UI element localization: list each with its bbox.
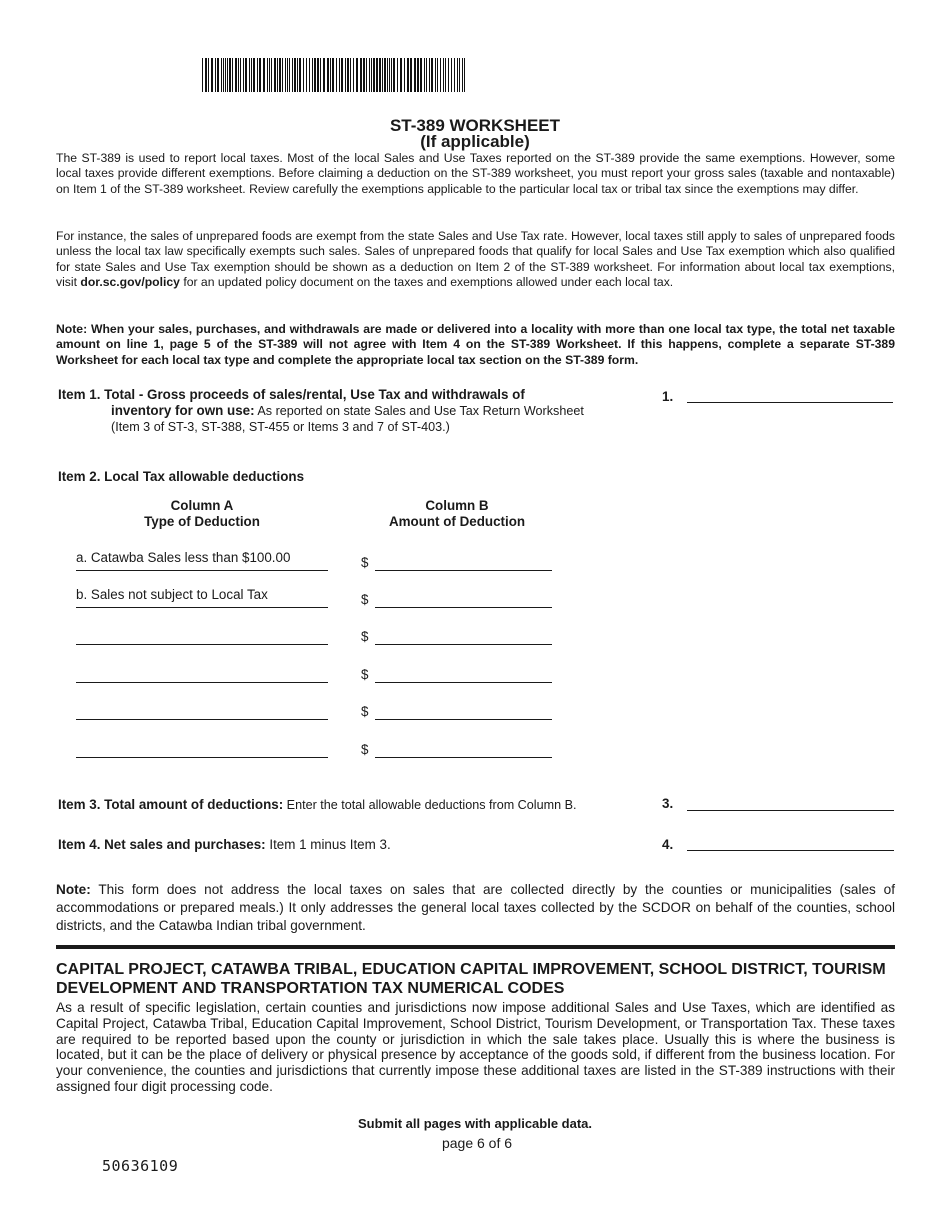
barcode-bar bbox=[387, 58, 388, 92]
item1-label-line2-rest: As reported on state Sales and Use Tax Return Worksheet bbox=[254, 404, 584, 418]
item1-amount-field[interactable] bbox=[687, 402, 893, 403]
barcode-bar bbox=[353, 58, 354, 92]
deduction-type-line-6 bbox=[76, 757, 328, 758]
barcode-bar bbox=[285, 58, 286, 92]
deduction-type-line-1 bbox=[76, 570, 328, 571]
item4-label-bold: Item 4. Net sales and purchases: bbox=[58, 837, 266, 852]
barcode-bar bbox=[448, 58, 449, 92]
barcode-bar bbox=[229, 58, 231, 92]
item1-label-line1: Item 1. Total - Gross proceeds of sales/rental, Use Tax and withdrawals of bbox=[58, 387, 525, 402]
item3-number: 3. bbox=[662, 796, 674, 811]
barcode-bar bbox=[294, 58, 296, 92]
intro-paragraph-2 bbox=[56, 229, 895, 290]
intro-paragraph-2-text-end: for an updated policy document on the taxes and exemptions allowed under each local tax. bbox=[179, 274, 674, 289]
barcode-bar bbox=[347, 58, 349, 92]
deduction-type-line-4 bbox=[76, 682, 328, 683]
barcode-bar bbox=[221, 58, 222, 92]
policy-link[interactable]: dor.sc.gov/policy bbox=[80, 274, 180, 289]
barcode-bar bbox=[376, 58, 378, 92]
barcode-bar bbox=[330, 58, 331, 92]
item4-label-rest: Item 1 minus Item 3. bbox=[265, 837, 391, 852]
deduction-amount-field-5[interactable] bbox=[375, 719, 552, 720]
barcode-bar bbox=[208, 58, 209, 92]
item4-label bbox=[58, 837, 391, 853]
barcode-bar bbox=[384, 58, 386, 92]
barcode-bar bbox=[320, 58, 321, 92]
barcode-bar bbox=[306, 58, 307, 92]
barcode-bar bbox=[267, 58, 268, 92]
barcode-bar bbox=[389, 58, 390, 92]
barcode-bar bbox=[205, 58, 207, 92]
barcode-bar bbox=[437, 58, 438, 92]
barcode-bar bbox=[309, 58, 310, 92]
local-tax-note-text: This form does not address the local taxes on sales that are collected directly by the counties or municipalities (sales of accommodations or prepared meals.) It only addresses the general local taxes collected by the SCDOR on behalf of the counties, school districts, and the Catawba Indian tribal government. bbox=[56, 882, 895, 933]
barcode-bar bbox=[297, 58, 298, 92]
column-a-title: Column A bbox=[170, 498, 234, 513]
column-b-subtitle: Amount of Deduction bbox=[388, 514, 526, 529]
capital-section-heading: CAPITAL PROJECT, CATAWBA TRIBAL, EDUCATION CAPITAL IMPROVEMENT, SCHOOL DISTRICT, TOURISM DEVELOPMENT AND TRANSPORTATION TAX NUMERICAL CODES bbox=[56, 961, 886, 997]
barcode-bar bbox=[269, 58, 270, 92]
barcode-bar bbox=[429, 58, 430, 92]
barcode-bar bbox=[227, 58, 228, 92]
dollar-sign: $ bbox=[361, 555, 369, 570]
barcode-bar bbox=[257, 58, 258, 92]
barcode-bar bbox=[373, 58, 375, 92]
barcode-bar bbox=[356, 58, 358, 92]
item4-amount-field[interactable] bbox=[687, 850, 894, 851]
barcode-bar bbox=[271, 58, 272, 92]
barcode-bar bbox=[464, 58, 465, 92]
barcode-bar bbox=[363, 58, 365, 92]
locality-note: Note: When your sales, purchases, and withdrawals are made or delivered into a locality with more than one local tax type, the total net taxable amount on line 1, page 5 of the ST-389 will not agree with Item 4 on the ST-389 Worksheet. If this happens, complete a separate ST-389 Worksheet for each local tax type and complete the appropriate local tax section on the ST-389 form. bbox=[56, 322, 895, 367]
barcode-bar bbox=[312, 58, 313, 92]
item1-number: 1. bbox=[662, 389, 674, 404]
barcode-bar bbox=[223, 58, 224, 92]
deduction-type-line-5 bbox=[76, 719, 328, 720]
barcode-bar bbox=[287, 58, 288, 92]
barcode-bar bbox=[445, 58, 446, 92]
page-title: ST-389 WORKSHEET bbox=[389, 116, 561, 135]
barcode-bar bbox=[454, 58, 455, 92]
barcode-bar bbox=[314, 58, 316, 92]
page-subtitle: (If applicable) bbox=[420, 132, 530, 151]
item3-amount-field[interactable] bbox=[687, 810, 894, 811]
barcode-bar bbox=[407, 58, 409, 92]
item2-label: Item 2. Local Tax allowable deductions bbox=[58, 469, 305, 484]
item1-label-line2 bbox=[58, 403, 658, 419]
item1-label-line3: (Item 3 of ST-3, ST-388, ST-455 or Items 3 and 7 of ST-403.) bbox=[111, 420, 450, 434]
column-b-header bbox=[362, 498, 552, 530]
barcode-bar bbox=[424, 58, 425, 92]
deduction-amount-field-2[interactable] bbox=[375, 607, 552, 608]
submit-instruction: Submit all pages with applicable data. bbox=[357, 1116, 593, 1131]
barcode bbox=[202, 58, 468, 92]
barcode-bar bbox=[232, 58, 233, 92]
form-code: 50636109 bbox=[102, 1157, 179, 1175]
local-tax-note bbox=[56, 881, 895, 935]
barcode-bar bbox=[350, 58, 351, 92]
barcode-bar bbox=[245, 58, 247, 92]
deduction-amount-field-4[interactable] bbox=[375, 682, 552, 683]
item3-label bbox=[58, 797, 576, 813]
intro-paragraph-2-text: For instance, the sales of unprepared foods are exempt from the state Sales and Use Tax rate. However, local taxes still apply to sales of unprepared foods unless the local tax law specifically exempts such sales. Sales of unprepared foods that qualify for local Sales and Use Tax exemption which also qualified for state Sales and Use Tax exemption should be shown as a deduction on Item 2 of the ST-389 worksheet. For information about local tax exemptions, visit bbox=[56, 229, 895, 289]
column-a-header bbox=[76, 498, 328, 530]
barcode-bar bbox=[341, 58, 343, 92]
deduction-type-2[interactable]: b. Sales not subject to Local Tax bbox=[76, 587, 268, 602]
barcode-bar bbox=[282, 58, 283, 92]
barcode-bar bbox=[459, 58, 460, 92]
barcode-bar bbox=[410, 58, 412, 92]
barcode-bar bbox=[339, 58, 340, 92]
barcode-bar bbox=[253, 58, 255, 92]
deduction-type-line-3 bbox=[76, 644, 328, 645]
dollar-sign: $ bbox=[361, 667, 369, 682]
barcode-bar bbox=[317, 58, 319, 92]
deduction-type-line-2 bbox=[76, 607, 328, 608]
item4-number: 4. bbox=[662, 837, 674, 852]
item1-label bbox=[58, 387, 658, 435]
barcode-bar bbox=[225, 58, 226, 92]
barcode-bar bbox=[274, 58, 276, 92]
barcode-bar bbox=[420, 58, 422, 92]
barcode-bar bbox=[431, 58, 433, 92]
barcode-bar bbox=[202, 58, 203, 92]
barcode-bar bbox=[323, 58, 325, 92]
barcode-bar bbox=[277, 58, 278, 92]
barcode-bar bbox=[243, 58, 244, 92]
barcode-bar bbox=[379, 58, 381, 92]
barcode-bar bbox=[249, 58, 250, 92]
column-a-subtitle: Type of Deduction bbox=[144, 514, 260, 529]
barcode-bar bbox=[443, 58, 444, 92]
barcode-bar bbox=[279, 58, 281, 92]
barcode-bar bbox=[440, 58, 441, 92]
barcode-bar bbox=[400, 58, 402, 92]
barcode-bar bbox=[435, 58, 436, 92]
barcode-bar bbox=[369, 58, 370, 92]
barcode-bar bbox=[217, 58, 219, 92]
barcode-bar bbox=[393, 58, 395, 92]
dollar-sign: $ bbox=[361, 704, 369, 719]
barcode-bar bbox=[292, 58, 293, 92]
barcode-bar bbox=[235, 58, 237, 92]
barcode-bar bbox=[263, 58, 265, 92]
barcode-bar bbox=[360, 58, 362, 92]
barcode-bar bbox=[332, 58, 334, 92]
item3-label-rest: Enter the total allowable deductions from Column B. bbox=[283, 798, 577, 812]
barcode-bar bbox=[240, 58, 241, 92]
capital-section-body: As a result of specific legislation, certain counties and jurisdictions now impose additional Sales and Use Taxes, which are identified as Capital Project, Catawba Tribal, Education Capital Improvement, School District, Tourism Development, or Transportation Tax. These taxes are required to be reported based upon the county or jurisdiction in which the sale takes place. Usually this is where the business is located, but it can be the place of delivery or physical presence by acceptance of the goods sold, if different from the business location. For your convenience, the counties and jurisdictions that currently impose these additional taxes are listed in the ST-389 instructions with their assigned four digit processing code. bbox=[56, 1000, 895, 1094]
section-divider bbox=[56, 945, 895, 949]
deduction-amount-field-3[interactable] bbox=[375, 644, 552, 645]
deduction-amount-field-1[interactable] bbox=[375, 570, 552, 571]
barcode-bar bbox=[327, 58, 329, 92]
column-b-title: Column B bbox=[425, 498, 489, 513]
dollar-sign: $ bbox=[361, 742, 369, 757]
barcode-bar bbox=[366, 58, 367, 92]
page-number: page 6 of 6 bbox=[441, 1135, 513, 1151]
barcode-bar bbox=[451, 58, 452, 92]
local-tax-note-label: Note: bbox=[56, 882, 91, 897]
barcode-bar bbox=[457, 58, 458, 92]
barcode-bar bbox=[426, 58, 427, 92]
barcode-bar bbox=[414, 58, 416, 92]
barcode-bar bbox=[238, 58, 239, 92]
deduction-amount-field-6[interactable] bbox=[375, 757, 552, 758]
barcode-bar bbox=[336, 58, 337, 92]
barcode-bar bbox=[289, 58, 290, 92]
barcode-bar bbox=[371, 58, 372, 92]
deduction-type-1[interactable]: a. Catawba Sales less than $100.00 bbox=[76, 550, 291, 565]
intro-paragraph-1: The ST-389 is used to report local taxes. Most of the local Sales and Use Taxes reported on the ST-389 provide the same exemptions. However, some local taxes provide different exemptions. Before claiming a deduction on the ST-389 worksheet, you must report your gross sales (taxable and nontaxable) on Item 1 of the ST-389 worksheet. Review carefully the exemptions applicable to the particular local tax or tribal tax since the exemptions may differ. bbox=[56, 151, 895, 196]
barcode-bar bbox=[391, 58, 392, 92]
barcode-bar bbox=[303, 58, 304, 92]
dollar-sign: $ bbox=[361, 629, 369, 644]
barcode-bar bbox=[345, 58, 346, 92]
item1-label-line2-bold: inventory for own use: bbox=[111, 403, 255, 418]
barcode-bar bbox=[299, 58, 301, 92]
item3-label-bold: Item 3. Total amount of deductions: bbox=[58, 797, 284, 812]
barcode-bar bbox=[404, 58, 405, 92]
dollar-sign: $ bbox=[361, 592, 369, 607]
barcode-bar bbox=[397, 58, 398, 92]
barcode-bar bbox=[259, 58, 261, 92]
barcode-bar bbox=[215, 58, 216, 92]
barcode-bar bbox=[382, 58, 383, 92]
barcode-bar bbox=[211, 58, 213, 92]
barcode-bar bbox=[417, 58, 419, 92]
barcode-bar bbox=[251, 58, 252, 92]
barcode-bar bbox=[462, 58, 463, 92]
